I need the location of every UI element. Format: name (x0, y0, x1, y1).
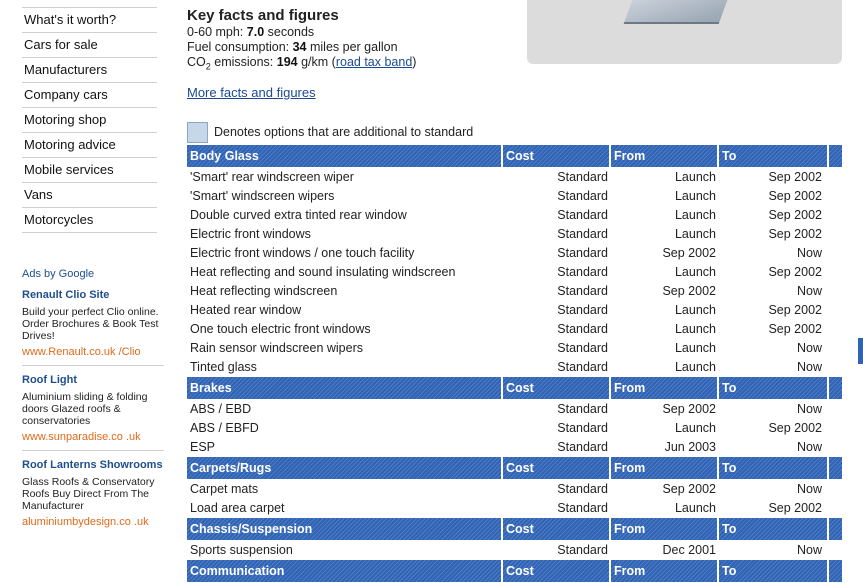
option-name: One touch electric front windows (190, 322, 371, 336)
left-nav (22, 7, 157, 233)
co2-emissions-fact: $CO_2$ emissions: 194 g/km (road tax band) (187, 55, 417, 72)
option-cost: Standard (557, 482, 608, 496)
column-header-to: To (719, 457, 829, 479)
nav-item-mobile-services[interactable]: Mobile services (22, 157, 157, 182)
legend-text: Denotes options that are additional to standard (214, 125, 474, 139)
option-to: Now (796, 284, 822, 298)
nav-item-manufacturers[interactable]: Manufacturers (22, 57, 157, 82)
ad-title[interactable]: Renault Clio Site (22, 289, 110, 301)
option-to: Sep 2002 (768, 421, 822, 435)
table-row (187, 358, 842, 377)
option-from: Sep 2002 (662, 246, 716, 260)
option-to: Sep 2002 (768, 170, 822, 184)
acceleration-fact: 0-60 mph: 7.0 seconds (187, 25, 315, 39)
option-name: Heat reflecting and sound insulating windscreen (190, 265, 456, 279)
fuel-consumption-fact: Fuel consumption: 34 miles per gallon (187, 40, 398, 54)
ad-item (22, 289, 164, 366)
options-legend (187, 121, 473, 143)
option-to: Sep 2002 (768, 227, 822, 241)
nav-item-vans[interactable]: Vans (22, 182, 157, 207)
option-from: Launch (674, 341, 716, 355)
option-name: 'Smart' rear windscreen wiper (190, 170, 354, 184)
table-row (187, 187, 842, 206)
option-cost: Standard (557, 246, 608, 260)
table-row (187, 541, 842, 560)
option-name: Electric front windows (190, 227, 311, 241)
nav-item-whats-it-worth[interactable]: What's it worth? (22, 7, 157, 32)
column-header-cost: Cost (503, 560, 611, 582)
section-title: Chassis/Suspension (187, 518, 503, 540)
key-facts (187, 7, 517, 75)
section-header-end (829, 145, 842, 167)
table-row (187, 438, 842, 457)
section-header-body-glass (187, 145, 842, 168)
option-cost: Standard (557, 360, 608, 374)
car-image (624, 0, 728, 24)
option-from: Launch (674, 170, 716, 184)
column-header-cost: Cost (503, 518, 611, 540)
option-cost: Standard (557, 265, 608, 279)
ad-text: Aluminium sliding & folding doors Glazed roofs & conservatories (22, 391, 148, 427)
option-cost: Standard (557, 227, 608, 241)
column-header-cost: Cost (503, 457, 611, 479)
section-title: Body Glass (187, 145, 503, 167)
section-header-chassis-suspension (187, 518, 842, 541)
section-header-carpets-rugs (187, 457, 842, 480)
option-name: Sports suspension (190, 543, 293, 557)
option-name: Rain sensor windscreen wipers (190, 341, 363, 355)
option-cost: Standard (557, 440, 608, 454)
legend-swatch (187, 122, 208, 143)
option-from: Launch (674, 227, 716, 241)
option-from: Launch (674, 303, 716, 317)
column-header-to: To (719, 145, 829, 167)
option-to: Sep 2002 (768, 189, 822, 203)
option-cost: Standard (557, 341, 608, 355)
nav-item-company-cars[interactable]: Company cars (22, 82, 157, 107)
key-facts-title: Key facts and figures (187, 7, 339, 24)
column-header-from: From (611, 560, 719, 582)
table-row (187, 320, 842, 339)
nav-item-motoring-shop[interactable]: Motoring shop (22, 107, 157, 132)
nav-item-motoring-advice[interactable]: Motoring advice (22, 132, 157, 157)
ads-panel (22, 268, 164, 543)
section-header-end (829, 457, 842, 479)
option-to: Sep 2002 (768, 208, 822, 222)
option-to: Sep 2002 (768, 303, 822, 317)
scroll-tab[interactable] (858, 338, 863, 364)
road-tax-band-link[interactable]: road tax band (335, 55, 413, 69)
option-name: 'Smart' windscreen wipers (190, 189, 335, 203)
option-name: Heat reflecting windscreen (190, 284, 338, 298)
equipment-table (187, 145, 842, 583)
option-name: ABS / EBD (190, 402, 252, 416)
section-title: Communication (187, 560, 503, 582)
column-header-cost: Cost (503, 377, 611, 399)
column-header-from: From (611, 377, 719, 399)
section-title: Carpets/Rugs (187, 457, 503, 479)
table-row (187, 263, 842, 282)
ad-url[interactable]: aluminiumbydesign.co .uk (22, 516, 149, 528)
option-from: Sep 2002 (662, 284, 716, 298)
ad-title[interactable]: Roof Lanterns Showrooms (22, 459, 163, 471)
option-name: Load area carpet (190, 501, 285, 515)
option-from: Launch (674, 265, 716, 279)
option-to: Sep 2002 (768, 265, 822, 279)
column-header-from: From (611, 457, 719, 479)
section-header-end (829, 518, 842, 540)
nav-item-cars-for-sale[interactable]: Cars for sale (22, 32, 157, 57)
option-to: Now (796, 246, 822, 260)
table-row (187, 499, 842, 518)
column-header-to: To (719, 377, 829, 399)
more-facts-link[interactable]: More facts and figures (187, 85, 316, 100)
option-from: Jun 2003 (664, 440, 716, 454)
ad-title[interactable]: Roof Light (22, 374, 77, 386)
section-header-communication (187, 560, 842, 583)
section-header-brakes (187, 377, 842, 400)
ads-header[interactable]: Ads by Google (22, 268, 95, 280)
option-cost: Standard (557, 189, 608, 203)
option-cost: Standard (557, 421, 608, 435)
column-header-to: To (719, 518, 829, 540)
option-from: Launch (674, 360, 716, 374)
option-name: ABS / EBFD (190, 421, 259, 435)
option-to: Sep 2002 (768, 322, 822, 336)
table-row (187, 480, 842, 499)
column-header-from: From (611, 145, 719, 167)
option-to: Now (796, 360, 822, 374)
column-header-cost: Cost (503, 145, 611, 167)
option-cost: Standard (557, 303, 608, 317)
ad-item (22, 374, 164, 451)
ad-url[interactable]: www.Renault.co.uk /Clio (22, 346, 141, 358)
ad-item (22, 459, 164, 535)
option-to: Now (796, 543, 822, 557)
option-to: Now (796, 482, 822, 496)
option-cost: Standard (557, 501, 608, 515)
ad-text: Glass Roofs & Conservatory Roofs Buy Direct From The Manufacturer (22, 476, 155, 512)
nav-item-motorcycles[interactable]: Motorcycles (22, 207, 157, 233)
ad-url[interactable]: www.sunparadise.co .uk (22, 431, 141, 443)
table-row (187, 244, 842, 263)
option-from: Dec 2001 (662, 543, 716, 557)
option-from: Launch (674, 189, 716, 203)
table-row (187, 301, 842, 320)
ad-text: Build your perfect Clio online. Order Brochures & Book Test Drives! (22, 306, 159, 342)
acceleration-value: 7.0 (246, 25, 265, 39)
option-cost: Standard (557, 402, 608, 416)
option-name: Electric front windows / one touch facility (190, 246, 415, 260)
option-from: Launch (674, 501, 716, 515)
section-header-end (829, 377, 842, 399)
section-title: Brakes (187, 377, 503, 399)
option-name: Heated rear window (190, 303, 302, 317)
option-to: Sep 2002 (768, 501, 822, 515)
option-name: ESP (190, 440, 216, 454)
option-cost: Standard (557, 322, 608, 336)
option-from: Launch (674, 208, 716, 222)
column-header-from: From (611, 518, 719, 540)
table-row (187, 339, 842, 358)
table-row (187, 419, 842, 438)
table-row (187, 206, 842, 225)
column-header-to: To (719, 560, 829, 582)
option-to: Now (796, 402, 822, 416)
table-row (187, 400, 842, 419)
option-name: Carpet mats (190, 482, 259, 496)
option-from: Launch (674, 322, 716, 336)
option-from: Launch (674, 421, 716, 435)
option-to: Now (796, 341, 822, 355)
option-name: Tinted glass (190, 360, 257, 374)
table-row (187, 225, 842, 244)
co2-value: 194 (276, 55, 298, 69)
option-cost: Standard (557, 284, 608, 298)
table-row (187, 282, 842, 301)
option-to: Now (796, 440, 822, 454)
fuel-value: 34 (292, 40, 307, 54)
option-name: Double curved extra tinted rear window (190, 208, 407, 222)
option-from: Sep 2002 (662, 402, 716, 416)
option-from: Sep 2002 (662, 482, 716, 496)
option-cost: Standard (557, 208, 608, 222)
option-cost: Standard (557, 543, 608, 557)
option-cost: Standard (557, 170, 608, 184)
table-row (187, 168, 842, 187)
